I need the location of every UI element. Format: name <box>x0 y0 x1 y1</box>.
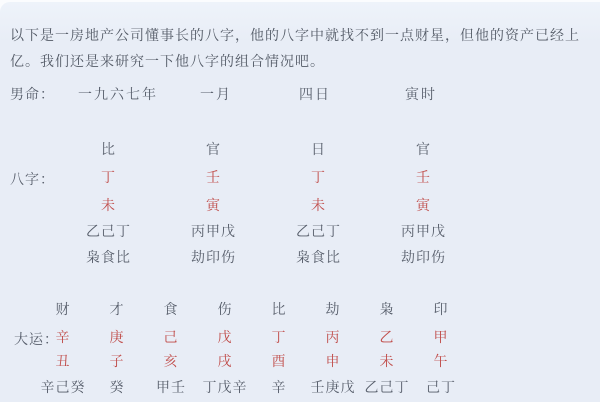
birth-year: 一九六七年 <box>78 87 158 103</box>
birth-month: 一月 <box>200 87 232 103</box>
dayun-stem: 甲 <box>433 330 449 346</box>
dayun-god: 财 <box>55 302 71 318</box>
pillar-hidden-stems: 丙甲戊 <box>191 224 236 240</box>
birth-day: 四日 <box>299 87 331 103</box>
dayun-god: 比 <box>271 302 287 318</box>
bazi-section-label: 八字： <box>10 172 55 188</box>
birth-hour: 寅时 <box>405 87 437 103</box>
dayun-hidden-stems: 己丁 <box>426 380 456 396</box>
dayun-chart <box>36 302 468 396</box>
dayun-branch: 酉 <box>271 354 287 370</box>
dayun-god: 食 <box>163 302 179 318</box>
dayun-god: 伤 <box>217 302 233 318</box>
pillar-hidden-gods: 劫印伤 <box>401 250 446 266</box>
pillar-branch: 未 <box>311 198 326 214</box>
pillar-stem: 壬 <box>206 170 221 186</box>
dayun-god: 劫 <box>325 302 341 318</box>
dayun-stems-row <box>36 330 468 354</box>
intro-paragraph: 以下是一房地产公司懂事长的八字，他的八字中就找不到一点财星，但他的资产已经上亿。我们还是来研究一下他八字的组合情况吧。 <box>10 28 580 70</box>
dayun-branch: 午 <box>433 354 449 370</box>
bazi-hidden-stems-row <box>56 224 476 250</box>
bazi-gods-row <box>56 142 476 170</box>
dayun-hidden-stems: 辛己癸 <box>40 380 86 396</box>
dayun-branch: 戌 <box>217 354 233 370</box>
dayun-branch: 未 <box>379 354 395 370</box>
pillar-god: 官 <box>206 142 221 158</box>
pillar-hidden-gods: 枭食比 <box>296 250 341 266</box>
dayun-hidden-stems-row <box>36 380 468 396</box>
dayun-branch: 亥 <box>163 354 179 370</box>
dayun-branches-row <box>36 354 468 380</box>
pillar-branch: 寅 <box>206 198 221 214</box>
dayun-hidden-stems: 辛 <box>271 380 287 396</box>
bazi-chart <box>56 142 476 266</box>
pillar-branch: 未 <box>101 198 116 214</box>
dayun-god: 枭 <box>379 302 395 318</box>
dayun-stem: 丙 <box>325 330 341 346</box>
dayun-god: 才 <box>109 302 125 318</box>
dayun-branch: 丑 <box>55 354 71 370</box>
dayun-branch: 申 <box>325 354 341 370</box>
pillar-stem: 丁 <box>101 170 116 186</box>
pillar-god: 官 <box>416 142 431 158</box>
pillar-stem: 丁 <box>311 170 326 186</box>
pillar-branch: 寅 <box>416 198 431 214</box>
dayun-god: 印 <box>433 302 449 318</box>
dayun-hidden-stems: 甲壬 <box>156 380 186 396</box>
dayun-stem: 辛 <box>55 330 71 346</box>
pillar-hidden-stems: 丙甲戊 <box>401 224 446 240</box>
dayun-stem: 丁 <box>271 330 287 346</box>
pillar-hidden-gods: 枭食比 <box>86 250 131 266</box>
bazi-branches-row <box>56 198 476 224</box>
dayun-hidden-stems: 壬庚戊 <box>310 380 356 396</box>
dayun-hidden-stems: 乙己丁 <box>364 380 410 396</box>
pillar-hidden-stems: 乙己丁 <box>296 224 341 240</box>
pillar-hidden-stems: 乙己丁 <box>86 224 131 240</box>
dayun-branch: 子 <box>109 354 125 370</box>
pillar-god: 比 <box>101 142 116 158</box>
bazi-stems-row <box>56 170 476 198</box>
pillar-hidden-gods: 劫印伤 <box>191 250 236 266</box>
dayun-gods-row <box>36 302 468 330</box>
bazi-article-page <box>0 2 600 402</box>
pillar-stem: 壬 <box>416 170 431 186</box>
dayun-hidden-stems: 丁戊辛 <box>202 380 248 396</box>
dayun-hidden-stems: 癸 <box>109 380 125 396</box>
birth-row-label: 男命： <box>10 87 55 103</box>
bazi-hidden-gods-row <box>56 250 476 266</box>
dayun-stem: 庚 <box>109 330 125 346</box>
dayun-stem: 戊 <box>217 330 233 346</box>
dayun-stem: 乙 <box>379 330 395 346</box>
pillar-god: 日 <box>311 142 326 158</box>
dayun-section-label: 大运： <box>14 332 59 348</box>
dayun-stem: 己 <box>163 330 179 346</box>
